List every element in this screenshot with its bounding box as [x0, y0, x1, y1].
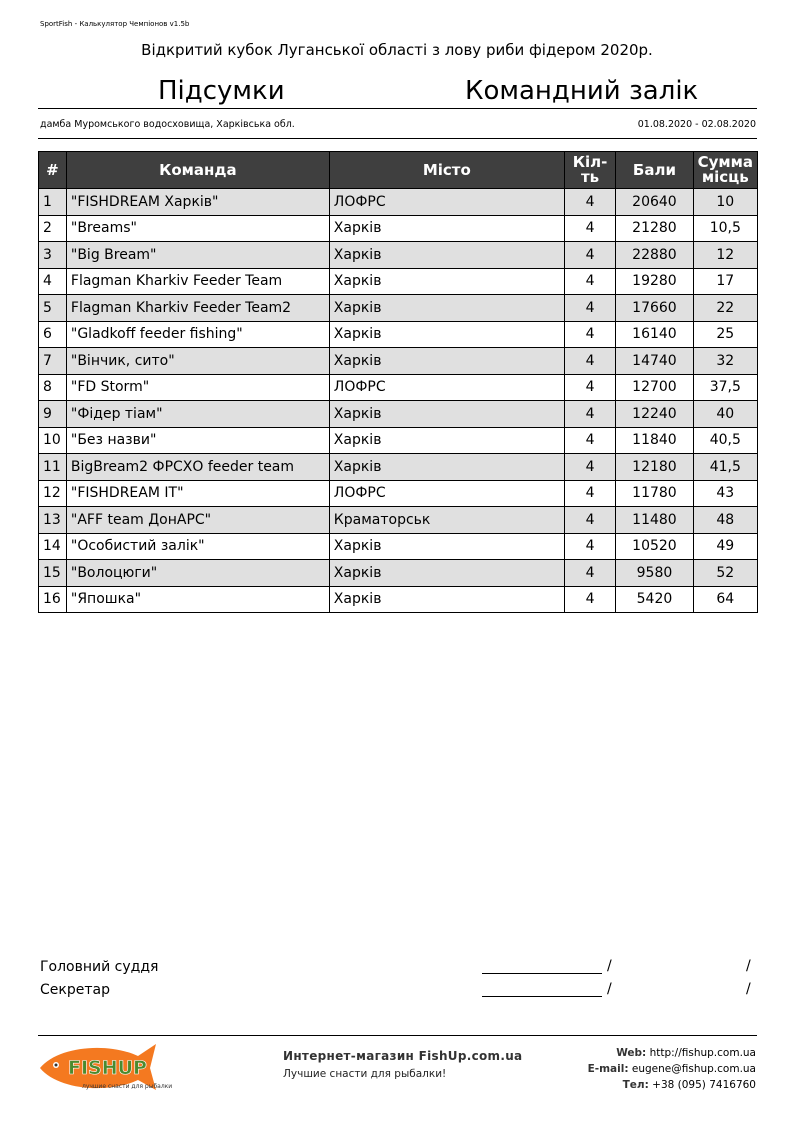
header-place-sum: Сумма місць	[693, 152, 757, 189]
chief-judge-signature-line	[482, 973, 602, 974]
cell-rank: 13	[39, 507, 67, 534]
cell-team: "Breams"	[66, 215, 329, 242]
chief-judge-slash-2: /	[746, 958, 751, 974]
cell-rank: 9	[39, 401, 67, 428]
cell-count: 4	[564, 480, 616, 507]
cell-city: ЛОФРС	[329, 374, 564, 401]
team-title: Командний залік	[465, 76, 699, 106]
cell-rank: 14	[39, 533, 67, 560]
cell-points: 14740	[616, 348, 693, 375]
cell-rank: 1	[39, 189, 67, 216]
table-row	[39, 242, 758, 269]
cell-team: "Без назви"	[66, 427, 329, 454]
cell-team: "FISHDREAM IT"	[66, 480, 329, 507]
cell-place-sum: 64	[693, 586, 757, 613]
cell-points: 12240	[616, 401, 693, 428]
cell-rank: 3	[39, 242, 67, 269]
cell-rank: 7	[39, 348, 67, 375]
secretary-slash-1: /	[607, 981, 612, 997]
cell-team: "Особистий залік"	[66, 533, 329, 560]
table-row	[39, 295, 758, 322]
cell-city: Харків	[329, 586, 564, 613]
cell-points: 11840	[616, 427, 693, 454]
cell-rank: 4	[39, 268, 67, 295]
email-label: E-mail:	[587, 1063, 629, 1075]
chief-judge-slash-1: /	[607, 958, 612, 974]
shop-name: Интернет-магазин FishUp.com.ua	[283, 1049, 523, 1063]
cell-place-sum: 10	[693, 189, 757, 216]
header-number: #	[39, 152, 67, 189]
cell-count: 4	[564, 507, 616, 534]
cell-points: 17660	[616, 295, 693, 322]
cell-count: 4	[564, 374, 616, 401]
cell-team: "FD Storm"	[66, 374, 329, 401]
cell-city: Харків	[329, 242, 564, 269]
cell-count: 4	[564, 401, 616, 428]
cell-points: 20640	[616, 189, 693, 216]
header-points: Бали	[616, 152, 693, 189]
cell-count: 4	[564, 533, 616, 560]
table-row	[39, 586, 758, 613]
cell-city: Харків	[329, 215, 564, 242]
cell-place-sum: 32	[693, 348, 757, 375]
email-link[interactable]: eugene@fishup.com.ua	[631, 1063, 756, 1075]
cell-place-sum: 43	[693, 480, 757, 507]
table-row	[39, 454, 758, 481]
cell-place-sum: 40	[693, 401, 757, 428]
table-row	[39, 321, 758, 348]
cell-points: 11780	[616, 480, 693, 507]
cell-team: Flagman Kharkiv Feeder Team2	[66, 295, 329, 322]
cell-count: 4	[564, 215, 616, 242]
cell-count: 4	[564, 586, 616, 613]
cell-team: "FISHDREAM Харків"	[66, 189, 329, 216]
cell-points: 5420	[616, 586, 693, 613]
cell-city: Харків	[329, 533, 564, 560]
cell-points: 19280	[616, 268, 693, 295]
cell-team: "Волоцюги"	[66, 560, 329, 587]
secretary-label: Секретар	[40, 982, 110, 998]
cell-count: 4	[564, 268, 616, 295]
cell-team: "Япошка"	[66, 586, 329, 613]
cell-team: "Вінчик, сито"	[66, 348, 329, 375]
cell-place-sum: 37,5	[693, 374, 757, 401]
cell-place-sum: 12	[693, 242, 757, 269]
fishup-logo	[38, 1038, 173, 1096]
cell-rank: 15	[39, 560, 67, 587]
table-row	[39, 268, 758, 295]
shop-tagline: Лучшие снасти для рыбалки!	[283, 1068, 447, 1080]
table-row	[39, 401, 758, 428]
web-link[interactable]: http://fishup.com.ua	[649, 1047, 756, 1059]
cell-points: 16140	[616, 321, 693, 348]
logo-tagline: лучшие снасти для рыбалки	[82, 1083, 173, 1090]
cell-city: Харків	[329, 295, 564, 322]
cell-count: 4	[564, 348, 616, 375]
cell-place-sum: 40,5	[693, 427, 757, 454]
cell-rank: 16	[39, 586, 67, 613]
cell-rank: 6	[39, 321, 67, 348]
cell-city: Харків	[329, 560, 564, 587]
cell-points: 12180	[616, 454, 693, 481]
cell-count: 4	[564, 321, 616, 348]
cell-count: 4	[564, 560, 616, 587]
cell-rank: 11	[39, 454, 67, 481]
header-city: Місто	[329, 152, 564, 189]
table-header-row	[39, 152, 758, 189]
cell-rank: 12	[39, 480, 67, 507]
table-row	[39, 215, 758, 242]
cell-city: ЛОФРС	[329, 480, 564, 507]
cell-city: ЛОФРС	[329, 189, 564, 216]
dates: 01.08.2020 - 02.08.2020	[637, 119, 756, 130]
table-row	[39, 189, 758, 216]
tel-label: Тел:	[622, 1079, 649, 1091]
cell-city: Харків	[329, 427, 564, 454]
header-team: Команда	[66, 152, 329, 189]
cell-points: 10520	[616, 533, 693, 560]
chief-judge-label: Головний суддя	[40, 959, 159, 975]
secretary-slash-2: /	[746, 981, 751, 997]
table-row	[39, 560, 758, 587]
header-count: Кіл-ть	[564, 152, 616, 189]
table-row	[39, 374, 758, 401]
cell-count: 4	[564, 242, 616, 269]
cell-count: 4	[564, 454, 616, 481]
secretary-signature-line	[482, 996, 602, 997]
venue: дамба Муромського водосховища, Харківська обл.	[40, 119, 295, 130]
cell-place-sum: 52	[693, 560, 757, 587]
fish-logo-icon	[38, 1038, 173, 1096]
cell-city: Харків	[329, 321, 564, 348]
tel-value: +38 (095) 7416760	[652, 1079, 756, 1091]
cell-rank: 10	[39, 427, 67, 454]
cell-team: "Фідер тіам"	[66, 401, 329, 428]
table-row	[39, 533, 758, 560]
cell-count: 4	[564, 189, 616, 216]
summary-title: Підсумки	[158, 76, 285, 106]
subheader-divider	[38, 138, 757, 139]
cell-rank: 2	[39, 215, 67, 242]
contacts	[588, 1045, 756, 1093]
cell-city: Краматорськ	[329, 507, 564, 534]
cell-count: 4	[564, 427, 616, 454]
cell-city: Харків	[329, 268, 564, 295]
cell-rank: 8	[39, 374, 67, 401]
cell-city: Харків	[329, 454, 564, 481]
cell-city: Харків	[329, 401, 564, 428]
event-title: Відкритий кубок Луганської області з лову риби фідером 2020р.	[141, 41, 653, 59]
cell-place-sum: 48	[693, 507, 757, 534]
cell-place-sum: 17	[693, 268, 757, 295]
cell-points: 21280	[616, 215, 693, 242]
table-row	[39, 480, 758, 507]
table-row	[39, 507, 758, 534]
cell-team: Flagman Kharkiv Feeder Team	[66, 268, 329, 295]
cell-place-sum: 10,5	[693, 215, 757, 242]
cell-team: BigBream2 ФРСХО feeder team	[66, 454, 329, 481]
cell-place-sum: 22	[693, 295, 757, 322]
cell-team: "AFF team ДонАРС"	[66, 507, 329, 534]
cell-points: 9580	[616, 560, 693, 587]
results-table	[38, 151, 758, 613]
cell-rank: 5	[39, 295, 67, 322]
header-divider	[38, 108, 757, 109]
cell-place-sum: 41,5	[693, 454, 757, 481]
cell-points: 11480	[616, 507, 693, 534]
web-label: Web:	[616, 1047, 647, 1059]
table-row	[39, 427, 758, 454]
footer-divider	[38, 1035, 757, 1036]
cell-team: "Gladkoff feeder fishing"	[66, 321, 329, 348]
cell-place-sum: 25	[693, 321, 757, 348]
cell-count: 4	[564, 295, 616, 322]
table-row	[39, 348, 758, 375]
cell-team: "Big Bream"	[66, 242, 329, 269]
cell-place-sum: 49	[693, 533, 757, 560]
cell-city: Харків	[329, 348, 564, 375]
app-title: SportFish - Калькулятор Чемпіонов v1.5b	[40, 20, 190, 28]
cell-points: 22880	[616, 242, 693, 269]
logo-wordmark: FISHUP	[68, 1057, 147, 1079]
cell-points: 12700	[616, 374, 693, 401]
